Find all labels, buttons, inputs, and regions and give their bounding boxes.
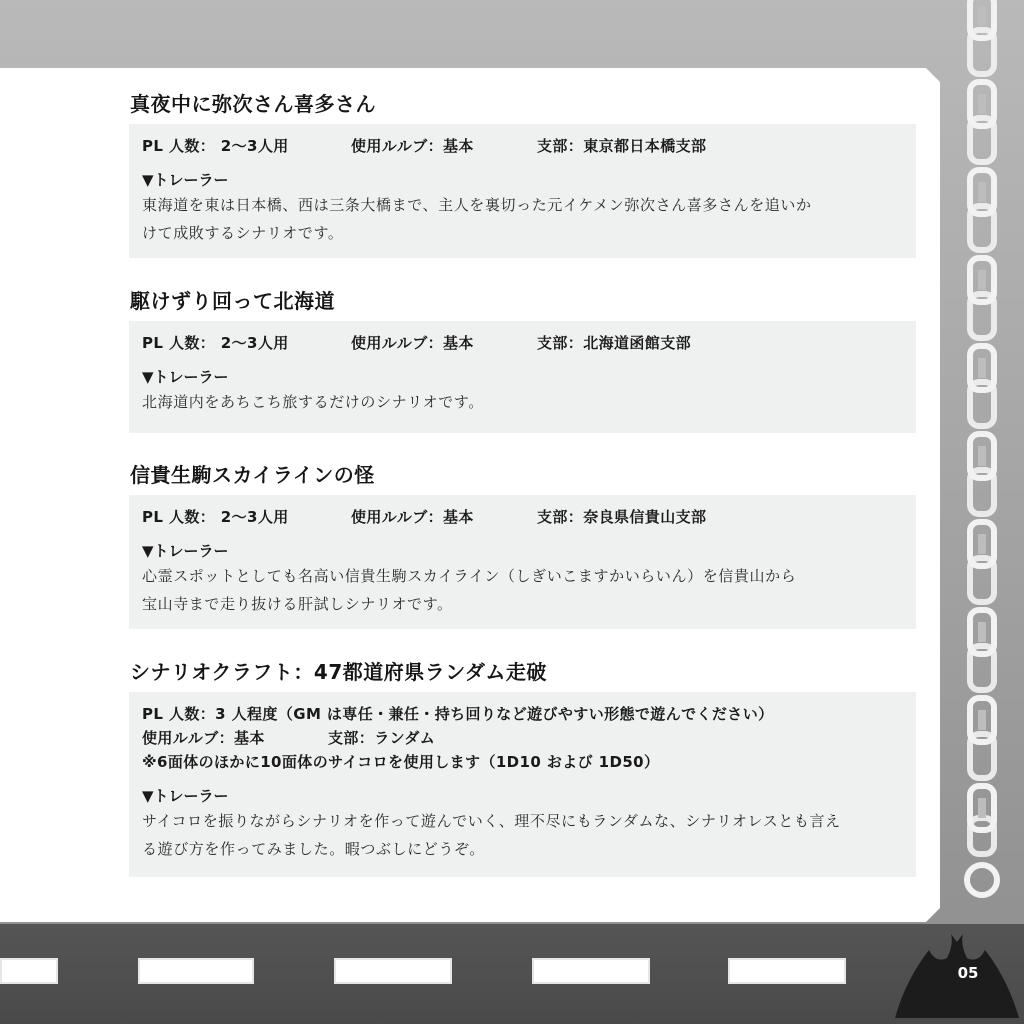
trailer-line: る遊び方を作ってみました。暇つぶしにどうぞ。 bbox=[142, 840, 485, 858]
branch: 支部：奈良県信貴山支部 bbox=[537, 508, 707, 526]
branch: 支部：ランダム bbox=[328, 729, 436, 747]
dice-note: ※6面体のほかに10面体のサイコロを使用します（1D10 および 1D50） bbox=[142, 753, 660, 771]
branch: 支部：東京都日本橋支部 bbox=[537, 137, 707, 155]
trailer-heading: ▼トレーラー bbox=[142, 368, 229, 386]
trailer-line: けて成敗するシナリオです。 bbox=[142, 224, 344, 242]
scenario-meta bbox=[142, 505, 902, 529]
scenario-title: 信貴生駒スカイラインの怪 bbox=[130, 463, 375, 487]
player-count: PL 人数： 2〜3人用 bbox=[142, 137, 289, 155]
player-count: PL 人数： 2〜3人用 bbox=[142, 334, 289, 352]
scenario-info-box bbox=[129, 124, 916, 258]
trailer-line: サイコロを振りながらシナリオを作って遊んでいく、理不尽にもランダムな、シナリオレスとも言え bbox=[142, 812, 841, 830]
trailer-line: 心霊スポットとしても名高い信貴生駒スカイライン（しぎいこますかいらいん）を信貴山から bbox=[142, 567, 797, 585]
scenario-info-box bbox=[129, 495, 916, 629]
road-dash bbox=[0, 958, 58, 984]
trailer-heading: ▼トレーラー bbox=[142, 171, 229, 189]
scenario-title: 真夜中に弥次さん喜多さん bbox=[130, 92, 376, 116]
trailer-line: 東海道を東は日本橋、西は三条大橋まで、主人を裏切った元イケメン弥次さん喜多さんを追いか bbox=[142, 196, 812, 214]
trailer-heading: ▼トレーラー bbox=[142, 542, 229, 560]
trailer-heading: ▼トレーラー bbox=[142, 787, 229, 805]
road-dash bbox=[532, 958, 650, 984]
road-dash bbox=[138, 958, 254, 984]
scenario-meta bbox=[142, 726, 902, 750]
road-dash bbox=[728, 958, 846, 984]
scenario-title: 駆けずり回って北海道 bbox=[130, 289, 335, 313]
player-count: PL 人数：3 人程度（GM は専任・兼任・持ち回りなど遊びやすい形態で遊んでください） bbox=[142, 705, 774, 723]
scenario-info-box bbox=[129, 692, 916, 877]
rulebook: 使用ルルブ：基本 bbox=[351, 334, 474, 352]
scenario-meta bbox=[142, 134, 902, 158]
scenario-meta bbox=[142, 331, 902, 355]
branch: 支部：北海道函館支部 bbox=[537, 334, 692, 352]
scenario-info-box bbox=[129, 321, 916, 433]
road-dash bbox=[334, 958, 452, 984]
rulebook: 使用ルルブ：基本 bbox=[142, 729, 265, 747]
rulebook: 使用ルルブ：基本 bbox=[351, 137, 474, 155]
chain-decoration bbox=[960, 0, 1004, 910]
trailer-line: 北海道内をあちこち旅するだけのシナリオです。 bbox=[142, 393, 484, 411]
rulebook: 使用ルルブ：基本 bbox=[351, 508, 474, 526]
player-count: PL 人数： 2〜3人用 bbox=[142, 508, 289, 526]
trailer-line: 宝山寺まで走り抜ける肝試しシナリオです。 bbox=[142, 595, 453, 613]
scenario-title: シナリオクラフト：47都道府県ランダム走破 bbox=[130, 660, 547, 684]
page-number: 05 bbox=[957, 964, 979, 982]
